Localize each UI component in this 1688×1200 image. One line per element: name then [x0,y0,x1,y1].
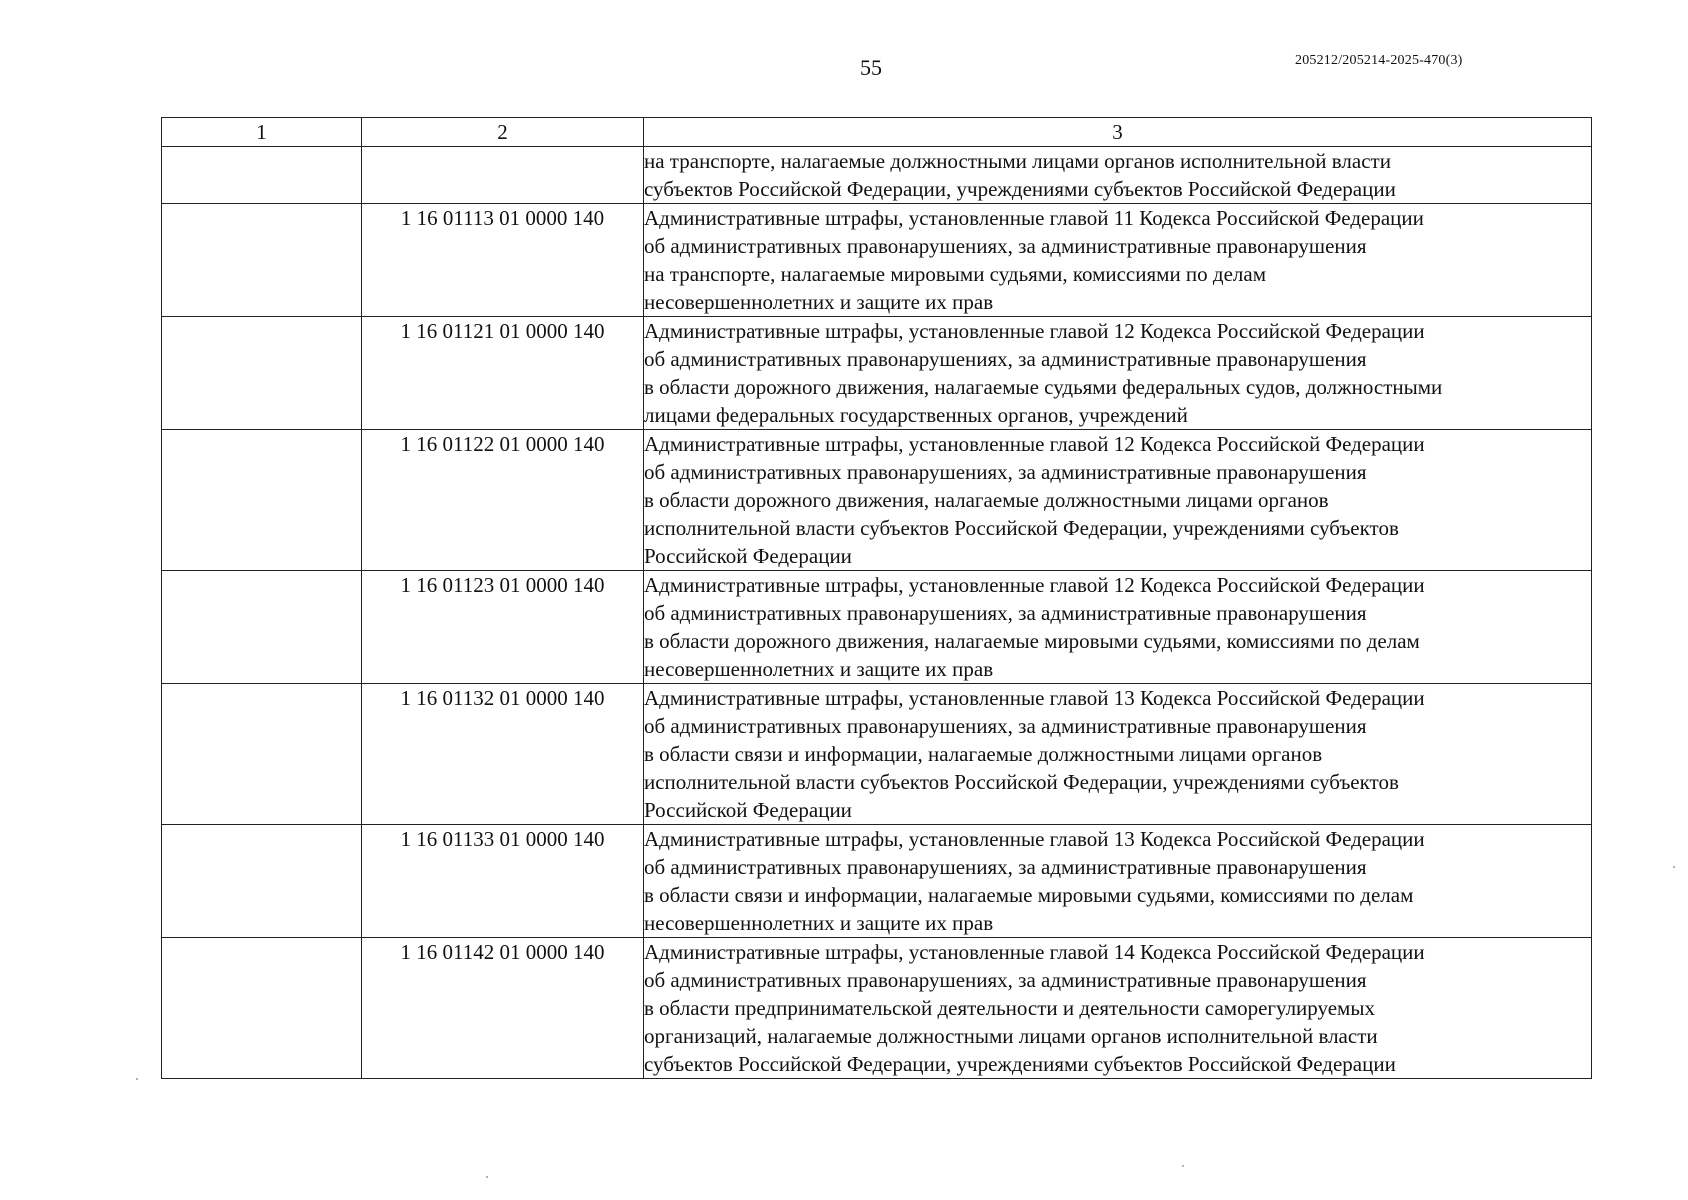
description-line: Административные штрафы, установленные главой 12 Кодекса Российской Федерации [644,573,1425,597]
description-line: Административные штрафы, установленные главой 14 Кодекса Российской Федерации [644,940,1425,964]
column-header-2: 2 [362,118,644,147]
cell-description [644,317,1592,430]
description-line: об административных правонарушениях, за административные правонарушения [644,855,1367,879]
cell-kbk-code: 1 16 01142 01 0000 140 [362,938,644,1079]
description-line: в области дорожного движения, налагаемые должностными лицами органов [644,488,1329,512]
table-header-row [162,118,1592,147]
description-line: субъектов Российской Федерации, учреждениями субъектов Российской Федерации [644,177,1396,201]
description-line: исполнительной власти субъектов Российской Федерации, учреждениями субъектов [644,770,1399,794]
description-line: Административные штрафы, установленные главой 12 Кодекса Российской Федерации [644,319,1425,343]
scan-speck [1182,1165,1184,1167]
table-body [162,147,1592,1079]
table-row [162,825,1592,938]
column-header-1: 1 [162,118,362,147]
description-line: в области связи и информации, налагаемые мировыми судьями, комиссиями по делам [644,883,1414,907]
table-row [162,684,1592,825]
description-line: в области связи и информации, налагаемые должностными лицами органов [644,742,1323,766]
table-row [162,204,1592,317]
cell-description [644,147,1592,204]
cell-kbk-code: 1 16 01123 01 0000 140 [362,571,644,684]
cell-kbk-code [362,147,644,204]
description-line: Административные штрафы, установленные главой 12 Кодекса Российской Федерации [644,432,1425,456]
cell-col1 [162,825,362,938]
description-line: Российской Федерации [644,544,852,568]
description-line: субъектов Российской Федерации, учреждениями субъектов Российской Федерации [644,1052,1396,1076]
table-row [162,317,1592,430]
description-line: об административных правонарушениях, за административные правонарушения [644,347,1367,371]
cell-col1 [162,938,362,1079]
description-line: Административные штрафы, установленные главой 11 Кодекса Российской Федерации [644,206,1424,230]
cell-kbk-code: 1 16 01132 01 0000 140 [362,684,644,825]
description-line: об административных правонарушениях, за административные правонарушения [644,234,1367,258]
cell-kbk-code: 1 16 01121 01 0000 140 [362,317,644,430]
description-line: в области дорожного движения, налагаемые судьями федеральных судов, должностными [644,375,1443,399]
table-row [162,571,1592,684]
description-line: несовершеннолетних и защите их прав [644,657,994,681]
cell-col1 [162,204,362,317]
cell-col1 [162,147,362,204]
description-line: на транспорте, налагаемые должностными лицами органов исполнительной власти [644,149,1391,173]
description-line: об административных правонарушениях, за административные правонарушения [644,460,1367,484]
description-line: Административные штрафы, установленные главой 13 Кодекса Российской Федерации [644,827,1425,851]
description-line: исполнительной власти субъектов Российской Федерации, учреждениями субъектов [644,516,1399,540]
table-row [162,430,1592,571]
description-line: в области дорожного движения, налагаемые мировыми судьями, комиссиями по делам [644,629,1420,653]
description-line: организаций, налагаемые должностными лицами органов исполнительной власти [644,1024,1378,1048]
document-reference: 205212/205214-2025-470(3) [1295,53,1463,68]
description-line: на транспорте, налагаемые мировыми судьями, комиссиями по делам [644,262,1267,286]
scan-speck [1673,866,1675,868]
scan-speck [486,1176,488,1178]
cell-description [644,684,1592,825]
cell-col1 [162,430,362,571]
cell-col1 [162,571,362,684]
scan-speck [136,1078,138,1080]
fines-table [161,117,1592,1079]
cell-col1 [162,317,362,430]
table-row [162,147,1592,204]
table-row [162,938,1592,1079]
description-line: лицами федеральных государственных органов, учреждений [644,403,1188,427]
cell-description [644,938,1592,1079]
cell-kbk-code: 1 16 01122 01 0000 140 [362,430,644,571]
cell-description [644,825,1592,938]
description-line: Административные штрафы, установленные главой 13 Кодекса Российской Федерации [644,686,1425,710]
cell-col1 [162,684,362,825]
cell-kbk-code: 1 16 01133 01 0000 140 [362,825,644,938]
cell-description [644,430,1592,571]
page-number: 55 [860,55,882,80]
column-header-3: 3 [644,118,1592,147]
description-line: несовершеннолетних и защите их прав [644,290,994,314]
description-line: об административных правонарушениях, за административные правонарушения [644,714,1367,738]
cell-description [644,204,1592,317]
description-line: об административных правонарушениях, за административные правонарушения [644,601,1367,625]
cell-description [644,571,1592,684]
description-line: Российской Федерации [644,798,852,822]
cell-kbk-code: 1 16 01113 01 0000 140 [362,204,644,317]
description-line: об административных правонарушениях, за административные правонарушения [644,968,1367,992]
description-line: в области предпринимательской деятельности и деятельности саморегулируемых [644,996,1375,1020]
description-line: несовершеннолетних и защите их прав [644,911,994,935]
